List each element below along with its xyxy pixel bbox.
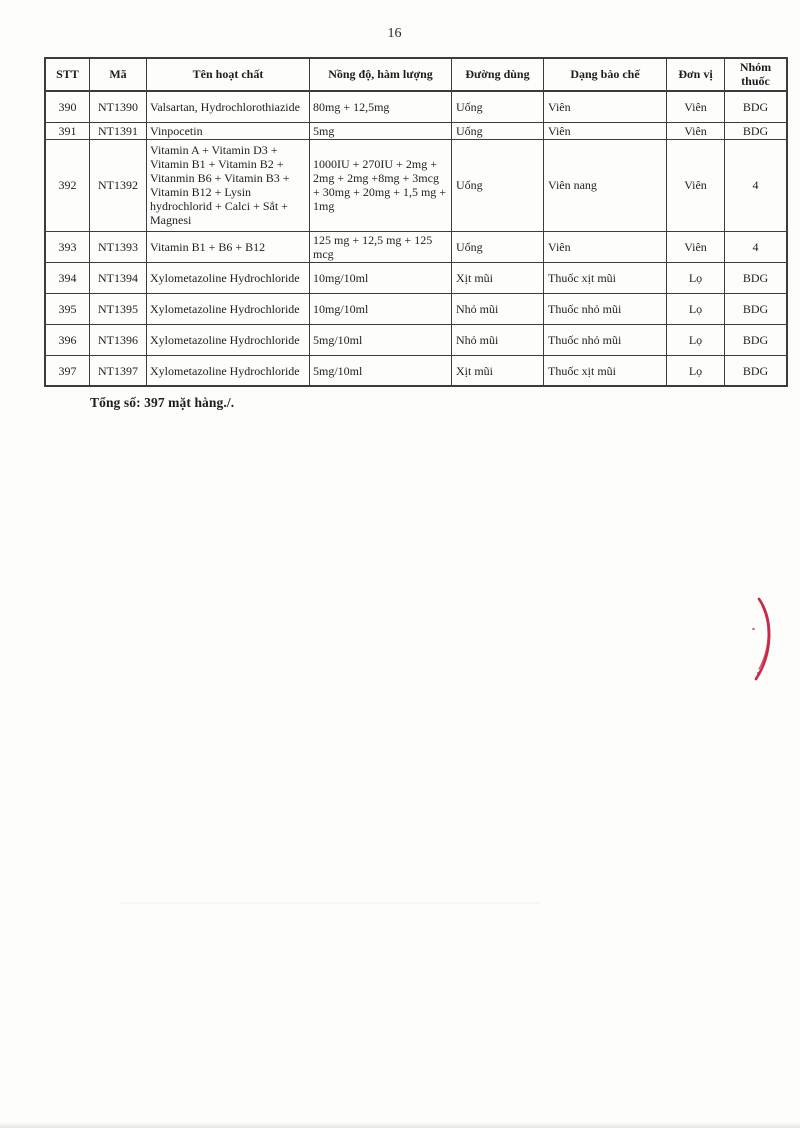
cell-nongdo: 125 mg + 12,5 mg + 125 mcg: [310, 231, 452, 262]
column-header-ma: Mã: [90, 58, 147, 91]
column-header-dangbaoche: Dạng bào chế: [544, 58, 667, 91]
cell-donvi: Lọ: [667, 355, 725, 386]
cell-ma: NT1391: [90, 122, 147, 139]
table-row: [45, 324, 787, 355]
column-header-donvi: Đơn vị: [667, 58, 725, 91]
cell-stt: 395: [45, 293, 90, 324]
cell-nhomthuoc: 4: [725, 139, 788, 231]
cell-nongdo: 5mg/10ml: [310, 324, 452, 355]
table-body: [45, 91, 787, 386]
scan-artifact-streak: [120, 902, 540, 904]
table-row: [45, 293, 787, 324]
cell-dangbaoche: Viên: [544, 91, 667, 122]
cell-duongdung: Xịt mũi: [452, 355, 544, 386]
cell-stt: 393: [45, 231, 90, 262]
cell-ma: NT1397: [90, 355, 147, 386]
cell-ten: Vinpocetin: [147, 122, 310, 139]
cell-duongdung: Nhỏ mũi: [452, 293, 544, 324]
cell-ten: Xylometazoline Hydrochloride: [147, 324, 310, 355]
cell-stt: 396: [45, 324, 90, 355]
cell-nhomthuoc: BDG: [725, 91, 788, 122]
table-row: [45, 122, 787, 139]
cell-ten: Xylometazoline Hydrochloride: [147, 293, 310, 324]
cell-donvi: Viên: [667, 231, 725, 262]
cell-donvi: Lọ: [667, 293, 725, 324]
cell-nhomthuoc: BDG: [725, 324, 788, 355]
cell-ten: Vitamin B1 + B6 + B12: [147, 231, 310, 262]
table-row: [45, 91, 787, 122]
drug-list-table: [44, 57, 788, 387]
cell-nhomthuoc: 4: [725, 231, 788, 262]
cell-nhomthuoc: BDG: [725, 293, 788, 324]
cell-ten: Valsartan, Hydrochlorothiazide: [147, 91, 310, 122]
cell-nongdo: 80mg + 12,5mg: [310, 91, 452, 122]
cell-stt: 394: [45, 262, 90, 293]
cell-dangbaoche: Viên: [544, 122, 667, 139]
cell-nongdo: 5mg/10ml: [310, 355, 452, 386]
cell-dangbaoche: Thuốc xịt mũi: [544, 355, 667, 386]
cell-nhomthuoc: BDG: [725, 355, 788, 386]
cell-ma: NT1395: [90, 293, 147, 324]
cell-ten: Xylometazoline Hydrochloride: [147, 262, 310, 293]
cell-nongdo: 1000IU + 270IU + 2mg + 2mg + 2mg +8mg + 3mcg + 30mg + 20mg + 1,5 mg + 1mg: [310, 139, 452, 231]
cell-nhomthuoc: BDG: [725, 262, 788, 293]
table-row: [45, 355, 787, 386]
cell-duongdung: Uống: [452, 231, 544, 262]
cell-dangbaoche: Viên nang: [544, 139, 667, 231]
scan-artifact-bottom-band: [0, 1122, 800, 1128]
column-header-stt: STT: [45, 58, 90, 91]
table-row: [45, 262, 787, 293]
column-header-duongdung: Đường dùng: [452, 58, 544, 91]
cell-ten: Xylometazoline Hydrochloride: [147, 355, 310, 386]
cell-dangbaoche: Thuốc nhỏ mũi: [544, 324, 667, 355]
cell-dangbaoche: Thuốc xịt mũi: [544, 262, 667, 293]
cell-ten: Vitamin A + Vitamin D3 + Vitamin B1 + Vitamin B2 + Vitanmin B6 + Vitamin B3 + Vitamin B12 + Lysin hydrochlorid + Calci + Sắt + Magnesi: [147, 139, 310, 231]
column-header-ten: Tên hoạt chất: [147, 58, 310, 91]
cell-stt: 392: [45, 139, 90, 231]
table-row: [45, 231, 787, 262]
cell-dangbaoche: Viên: [544, 231, 667, 262]
cell-nhomthuoc: BDG: [725, 122, 788, 139]
cell-duongdung: Uống: [452, 122, 544, 139]
table-header: [45, 58, 787, 91]
cell-stt: 391: [45, 122, 90, 139]
cell-ma: NT1392: [90, 139, 147, 231]
cell-nongdo: 10mg/10ml: [310, 293, 452, 324]
cell-duongdung: Uống: [452, 139, 544, 231]
cell-donvi: Lọ: [667, 324, 725, 355]
cell-ma: NT1394: [90, 262, 147, 293]
cell-ma: NT1390: [90, 91, 147, 122]
cell-nongdo: 5mg: [310, 122, 452, 139]
cell-donvi: Viên: [667, 122, 725, 139]
cell-donvi: Lọ: [667, 262, 725, 293]
table-header-row: [45, 58, 787, 91]
cell-duongdung: Nhỏ mũi: [452, 324, 544, 355]
cell-donvi: Viên: [667, 91, 725, 122]
column-header-nongdo: Nồng độ, hàm lượng: [310, 58, 452, 91]
red-stamp-edge-mark: [750, 597, 778, 681]
cell-duongdung: Uống: [452, 91, 544, 122]
cell-stt: 390: [45, 91, 90, 122]
cell-ma: NT1393: [90, 231, 147, 262]
table-row: [45, 139, 787, 231]
cell-dangbaoche: Thuốc nhỏ mũi: [544, 293, 667, 324]
cell-ma: NT1396: [90, 324, 147, 355]
cell-duongdung: Xịt mũi: [452, 262, 544, 293]
page-number: 16: [387, 26, 402, 41]
column-header-nhomthuoc: Nhóm thuốc: [725, 58, 788, 91]
total-summary-line: Tổng số: 397 mặt hàng./.: [90, 395, 235, 410]
cell-nongdo: 10mg/10ml: [310, 262, 452, 293]
cell-donvi: Viên: [667, 139, 725, 231]
cell-stt: 397: [45, 355, 90, 386]
